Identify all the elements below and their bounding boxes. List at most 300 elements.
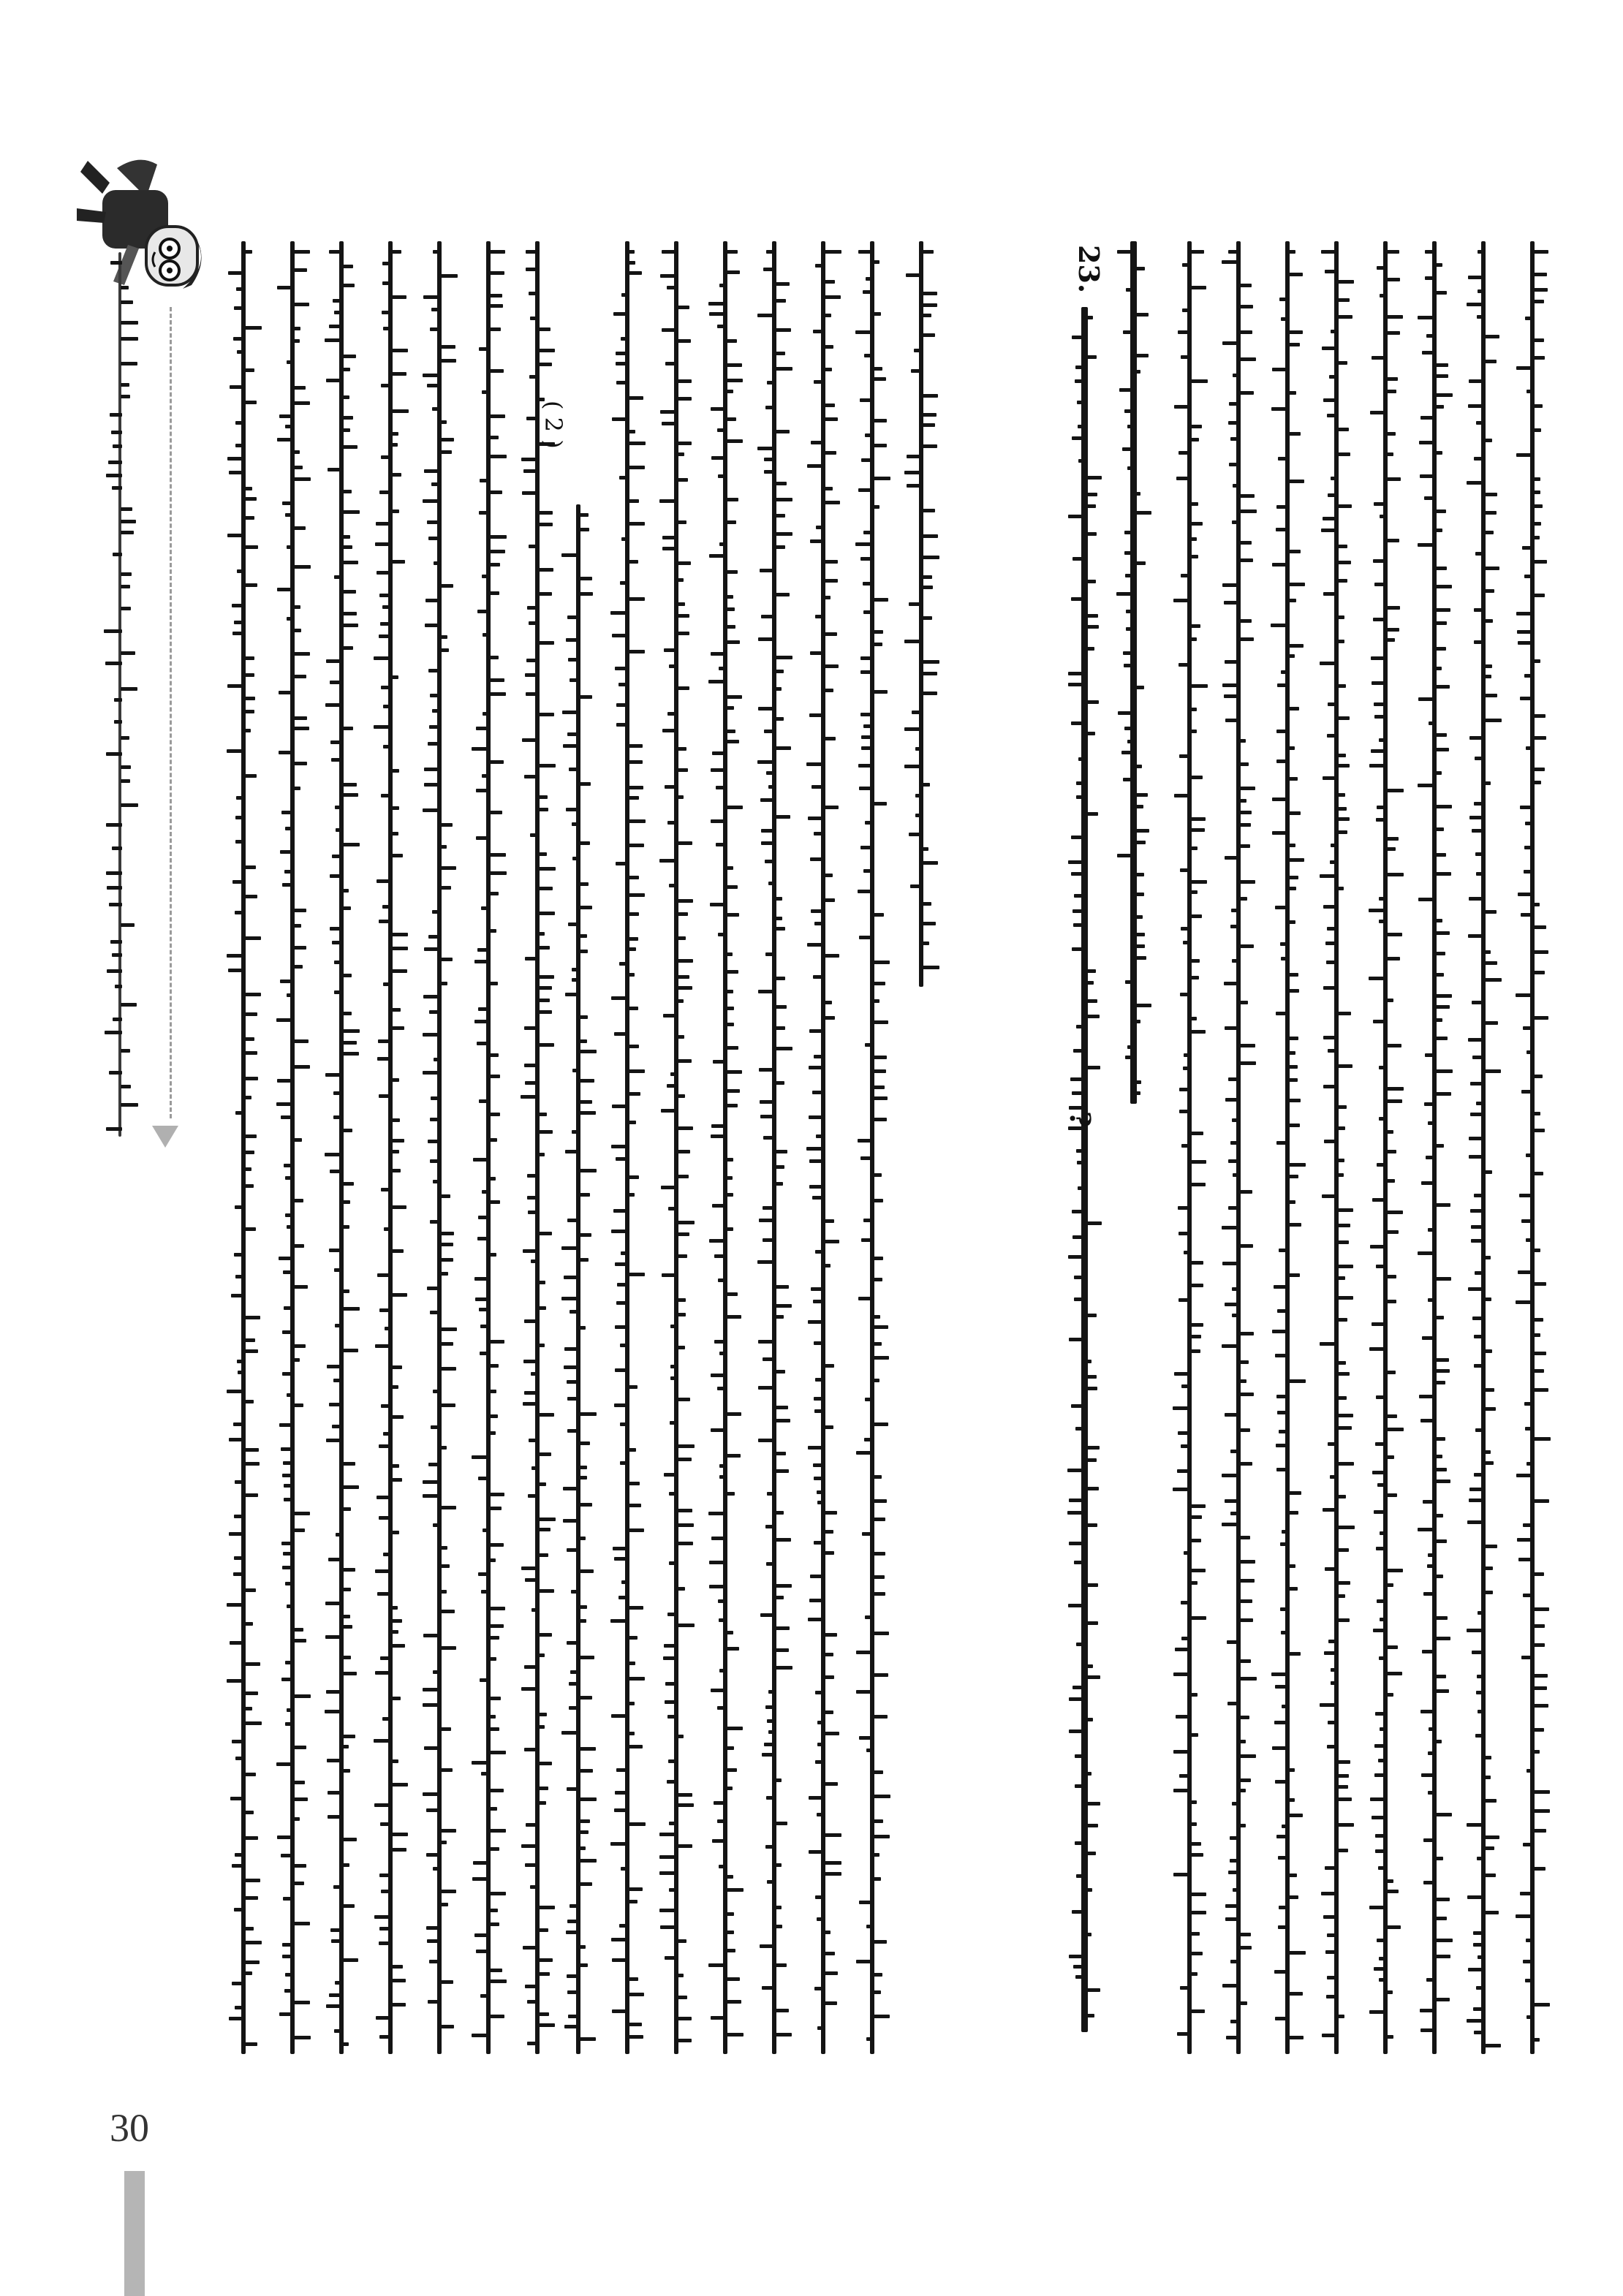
script-stroke [121, 383, 129, 387]
script-stroke [1275, 906, 1289, 909]
script-stroke [111, 431, 122, 434]
script-stroke [578, 882, 589, 886]
script-stroke [481, 1772, 490, 1776]
script-stroke [904, 765, 923, 768]
script-stroke [1320, 1342, 1338, 1346]
script-stroke [537, 1452, 551, 1456]
script-stroke [719, 284, 727, 287]
script-stroke [292, 1512, 310, 1515]
script-stroke [329, 325, 343, 328]
script-stroke [1336, 1414, 1353, 1417]
script-stroke [810, 1575, 825, 1578]
script-stroke [774, 1081, 784, 1085]
script-stroke [1336, 561, 1351, 564]
script-stroke [1380, 1618, 1387, 1621]
script-stroke [537, 946, 550, 950]
script-stroke [243, 1960, 260, 1964]
script-stroke [1084, 1988, 1100, 1992]
script-stroke [823, 954, 839, 958]
script-stroke [815, 1250, 825, 1254]
script-stroke [1376, 1547, 1387, 1550]
script-stroke [921, 902, 931, 906]
script-stroke [811, 909, 825, 913]
script-stroke [1483, 1407, 1496, 1411]
script-stroke [725, 1315, 741, 1319]
script-stroke [725, 1292, 738, 1296]
script-stroke [1434, 405, 1444, 409]
script-stroke [676, 899, 693, 903]
script-stroke [381, 384, 392, 387]
script-stroke [1425, 1053, 1436, 1057]
script-stroke [335, 1324, 343, 1327]
script-stroke [627, 760, 643, 764]
script-stroke [537, 1972, 550, 1976]
script-stroke [864, 1438, 874, 1441]
script-stroke [423, 1033, 441, 1037]
script-stroke [718, 1278, 727, 1282]
script-stroke [1483, 1450, 1491, 1454]
script-stroke [670, 1376, 678, 1380]
script-stroke [285, 1661, 294, 1664]
script-stroke [434, 1058, 441, 1061]
script-stroke [537, 887, 553, 890]
script-stroke [1084, 493, 1097, 496]
script-stroke [1225, 1917, 1240, 1921]
script-stroke [1336, 615, 1344, 619]
script-stroke [1287, 654, 1295, 658]
script-stroke [578, 1819, 590, 1823]
script-stroke [1189, 914, 1202, 918]
script-stroke [1385, 1179, 1395, 1183]
script-stroke [1521, 1219, 1534, 1223]
script-stroke [814, 1055, 825, 1058]
script-stroke [1084, 625, 1099, 629]
script-stroke [1434, 853, 1446, 857]
script-stroke [1084, 1387, 1097, 1390]
script-stroke [1532, 504, 1543, 508]
script-stroke [761, 829, 776, 833]
script-stroke [292, 605, 300, 609]
script-stroke [1189, 425, 1202, 428]
script-stroke [719, 1464, 727, 1468]
script-stroke [1275, 1685, 1289, 1689]
script-stroke [774, 1026, 785, 1030]
script-stroke [761, 841, 776, 845]
script-stroke [488, 871, 507, 875]
script-stroke [611, 996, 629, 1000]
script-stroke [1126, 610, 1135, 613]
script-stroke [1189, 1842, 1201, 1846]
script-stroke [1483, 910, 1497, 914]
script-stroke [810, 857, 825, 861]
script-stroke [627, 2023, 642, 2026]
script-stroke [1532, 1750, 1540, 1754]
script-stroke [1076, 795, 1086, 799]
script-stroke [1121, 751, 1135, 754]
script-stroke [774, 717, 784, 721]
script-stroke [276, 1102, 294, 1106]
script-stroke [774, 1315, 784, 1319]
script-stroke [676, 2017, 692, 2020]
script-stroke [1478, 250, 1485, 254]
script-stroke [1336, 830, 1347, 834]
script-stroke [1287, 1051, 1295, 1055]
script-stroke [243, 545, 258, 549]
script-stroke [862, 1532, 874, 1536]
script-stroke [676, 975, 689, 979]
script-stroke [815, 1760, 825, 1764]
script-stroke [627, 1702, 635, 1705]
script-stroke [764, 458, 776, 461]
script-stroke [1385, 477, 1401, 481]
script-stroke [663, 1656, 678, 1660]
script-stroke [872, 802, 887, 806]
script-stroke [676, 1313, 686, 1316]
script-stroke [1483, 675, 1491, 678]
script-stroke [1189, 1132, 1203, 1135]
script-stroke [676, 1298, 686, 1302]
script-stroke [537, 1653, 545, 1657]
question-number: 23. [1072, 245, 1105, 294]
script-stroke [561, 553, 580, 557]
script-stroke [719, 1865, 727, 1868]
script-stroke [760, 1613, 776, 1617]
script-stroke [659, 1909, 678, 1912]
script-stroke [1189, 1515, 1202, 1519]
script-stroke [872, 1379, 879, 1382]
script-stroke [1124, 664, 1135, 667]
script-stroke [1336, 1105, 1347, 1109]
script-stroke [1189, 684, 1208, 688]
script-stroke [390, 1150, 399, 1153]
script-stroke [439, 1903, 448, 1906]
script-stroke [427, 384, 441, 387]
script-stroke [1380, 1531, 1387, 1535]
script-stroke [524, 775, 539, 778]
script-stroke [229, 1532, 245, 1536]
script-stroke [1189, 846, 1198, 850]
script-stroke [725, 498, 738, 501]
script-stroke [328, 468, 343, 471]
script-stroke [823, 403, 835, 407]
script-stroke [823, 664, 839, 668]
script-stroke [774, 1906, 782, 1909]
script-stroke [725, 1176, 733, 1180]
script-stroke [483, 633, 490, 637]
script-stroke [1434, 1468, 1447, 1471]
script-stroke [1189, 502, 1198, 506]
script-stroke [1287, 1951, 1306, 1955]
script-stroke [1336, 579, 1347, 583]
script-stroke [1377, 806, 1387, 809]
script-stroke [1280, 942, 1289, 946]
script-stroke [341, 265, 353, 268]
script-stroke [725, 1454, 741, 1458]
script-stroke [341, 727, 353, 730]
script-stroke [1281, 1631, 1289, 1634]
script-stroke [578, 2037, 596, 2041]
script-stroke [774, 1150, 787, 1153]
script-stroke [1532, 477, 1540, 481]
script-stroke [1078, 757, 1086, 761]
script-stroke [292, 1138, 302, 1142]
script-stroke [243, 1096, 251, 1099]
script-stroke [578, 1039, 587, 1043]
script-stroke [768, 1690, 776, 1694]
script-stroke [1428, 1298, 1436, 1302]
script-stroke [774, 687, 782, 691]
script-stroke [774, 897, 782, 901]
script-stroke [285, 1176, 294, 1180]
script-stroke [676, 561, 691, 565]
script-stroke [809, 1029, 825, 1033]
script-stroke [379, 1516, 392, 1520]
script-stroke [341, 545, 352, 549]
script-stroke [243, 1493, 258, 1497]
script-stroke [676, 2039, 692, 2042]
script-stroke [537, 1413, 554, 1417]
script-stroke [627, 271, 642, 275]
script-stroke [1238, 762, 1249, 766]
script-stroke [1470, 1082, 1485, 1086]
script-stroke [1238, 2001, 1247, 2005]
script-stroke [1385, 1493, 1397, 1497]
script-stroke [725, 1768, 737, 1772]
script-stroke [1477, 1675, 1485, 1678]
script-stroke [669, 1888, 678, 1892]
script-stroke [439, 1890, 456, 1893]
script-stroke [423, 1634, 441, 1637]
script-stroke [472, 1877, 490, 1881]
script-stroke [872, 1325, 888, 1329]
script-stroke [243, 1811, 254, 1814]
script-stroke [488, 1364, 499, 1368]
script-stroke [104, 629, 122, 633]
script-stroke [243, 1836, 258, 1840]
script-stroke [1327, 414, 1338, 417]
script-stroke [1287, 550, 1301, 553]
script-stroke [1370, 411, 1387, 414]
script-stroke [617, 1283, 629, 1287]
script-stroke [904, 727, 923, 731]
script-stroke [1380, 294, 1387, 298]
script-stroke [1281, 670, 1289, 674]
script-stroke [390, 1365, 402, 1369]
script-stroke [760, 1100, 776, 1104]
script-stroke [1222, 1984, 1240, 1988]
script-stroke [1517, 630, 1534, 634]
script-stroke [390, 806, 399, 810]
script-stroke [537, 1713, 547, 1716]
script-stroke [276, 1018, 294, 1022]
script-stroke [1071, 836, 1086, 839]
script-stroke [566, 638, 580, 642]
script-stroke [1468, 1968, 1485, 1971]
script-stroke [1238, 391, 1254, 395]
script-stroke [1189, 1569, 1206, 1572]
script-stroke [488, 982, 498, 985]
script-stroke [1434, 1203, 1450, 1207]
script-stroke [872, 1673, 888, 1677]
script-stroke [1224, 694, 1240, 698]
script-stroke [1279, 1906, 1289, 1909]
script-stroke [872, 1552, 885, 1556]
script-stroke [429, 725, 441, 729]
script-stroke [1434, 393, 1453, 397]
script-stroke [1532, 594, 1545, 597]
script-stroke [676, 686, 689, 690]
script-stroke [473, 1158, 490, 1162]
script-stroke [1189, 555, 1198, 558]
script-stroke [1287, 1491, 1301, 1495]
script-stroke [424, 1746, 441, 1750]
script-stroke [1477, 315, 1485, 319]
script-stroke [383, 1553, 392, 1556]
script-stroke [915, 747, 923, 751]
script-stroke [488, 1636, 499, 1640]
script-stroke [907, 455, 923, 458]
script-stroke [1434, 1514, 1443, 1518]
script-stroke [439, 359, 456, 363]
script-stroke [725, 730, 735, 733]
script-stroke [676, 1844, 692, 1848]
script-stroke [725, 1631, 733, 1634]
script-stroke [1385, 1569, 1403, 1572]
script-stroke [429, 1960, 441, 1963]
script-stroke [292, 339, 300, 343]
script-stroke [1428, 1553, 1436, 1557]
script-stroke [537, 327, 551, 331]
script-stroke [1532, 1388, 1548, 1392]
script-stroke [1434, 1358, 1449, 1362]
script-stroke [812, 1196, 825, 1200]
script-stroke [1385, 847, 1396, 851]
script-stroke [423, 1494, 441, 1498]
script-stroke [287, 545, 294, 549]
script-stroke [233, 337, 245, 341]
script-stroke [1179, 754, 1191, 758]
script-stroke [1468, 276, 1485, 279]
script-stroke [234, 1556, 245, 1560]
script-stroke [911, 369, 923, 373]
text-column-2 [281, 0, 303, 2296]
script-stroke [1181, 1444, 1191, 1448]
script-stroke [528, 1494, 539, 1498]
script-stroke [859, 787, 874, 790]
script-stroke [287, 1604, 294, 1608]
script-stroke [287, 1393, 294, 1397]
script-stroke [1189, 1504, 1206, 1508]
script-stroke [817, 1501, 825, 1504]
script-stroke [725, 695, 742, 699]
script-stroke [1532, 1686, 1547, 1690]
script-stroke [1287, 1652, 1301, 1656]
script-stroke [341, 1507, 351, 1511]
script-stroke [378, 1039, 392, 1043]
script-stroke [235, 2006, 245, 2009]
script-stroke [907, 484, 923, 488]
script-stroke [1373, 1020, 1387, 1023]
script-stroke [1327, 1745, 1338, 1748]
script-stroke [1238, 284, 1252, 287]
script-stroke [423, 1703, 441, 1707]
script-stroke [1518, 893, 1534, 896]
script-stroke [1182, 263, 1191, 267]
script-stroke [439, 982, 447, 985]
script-stroke [872, 1499, 887, 1503]
script-stroke [1276, 1141, 1289, 1145]
script-stroke [390, 1293, 407, 1297]
script-stroke [621, 1867, 629, 1871]
text-column-22 [1472, 0, 1494, 2296]
script-stroke [725, 1070, 742, 1074]
script-stroke [234, 1515, 245, 1518]
script-stroke [1127, 466, 1135, 470]
script-stroke [627, 1121, 636, 1124]
script-stroke [627, 937, 638, 941]
script-stroke [537, 808, 548, 811]
script-stroke [1233, 484, 1240, 488]
script-stroke [1377, 1483, 1387, 1487]
script-stroke [292, 675, 306, 678]
script-stroke [1133, 765, 1142, 768]
script-stroke [325, 1602, 343, 1605]
script-stroke [1084, 1583, 1098, 1587]
script-stroke [1434, 1637, 1450, 1640]
script-stroke [227, 1603, 245, 1607]
script-stroke [725, 1746, 734, 1750]
script-stroke [1084, 1360, 1092, 1363]
script-stroke [1483, 978, 1502, 982]
script-stroke [430, 1311, 441, 1314]
script-stroke [390, 1478, 402, 1482]
script-stroke [1324, 1651, 1338, 1655]
script-stroke [341, 1012, 352, 1015]
script-stroke [1280, 1607, 1289, 1611]
script-stroke [1379, 738, 1387, 742]
script-stroke [109, 1071, 122, 1075]
script-stroke [1116, 592, 1135, 596]
script-stroke [1177, 1469, 1191, 1473]
script-stroke [774, 1165, 784, 1169]
script-stroke [1532, 1282, 1546, 1286]
script-stroke [1281, 317, 1289, 321]
script-stroke [379, 920, 392, 923]
script-stroke [921, 314, 931, 317]
script-stroke [281, 811, 294, 814]
script-stroke [1189, 708, 1197, 711]
script-stroke [817, 2026, 825, 2030]
script-stroke [1379, 1656, 1387, 1660]
script-stroke [1084, 355, 1097, 359]
script-stroke [1426, 334, 1436, 338]
script-stroke [627, 1045, 639, 1048]
script-stroke [809, 713, 825, 717]
script-stroke [379, 1927, 392, 1931]
script-stroke [1232, 1802, 1240, 1806]
script-stroke [1287, 920, 1295, 924]
script-stroke [381, 1188, 392, 1191]
script-stroke [1323, 1085, 1338, 1088]
script-stroke [1189, 776, 1203, 779]
script-stroke [423, 808, 441, 812]
script-stroke [1374, 1967, 1387, 1971]
script-stroke [1277, 1309, 1289, 1313]
script-stroke [1084, 1621, 1098, 1625]
script-stroke [426, 1926, 441, 1930]
script-stroke [823, 1861, 841, 1865]
script-stroke [1174, 1372, 1191, 1376]
